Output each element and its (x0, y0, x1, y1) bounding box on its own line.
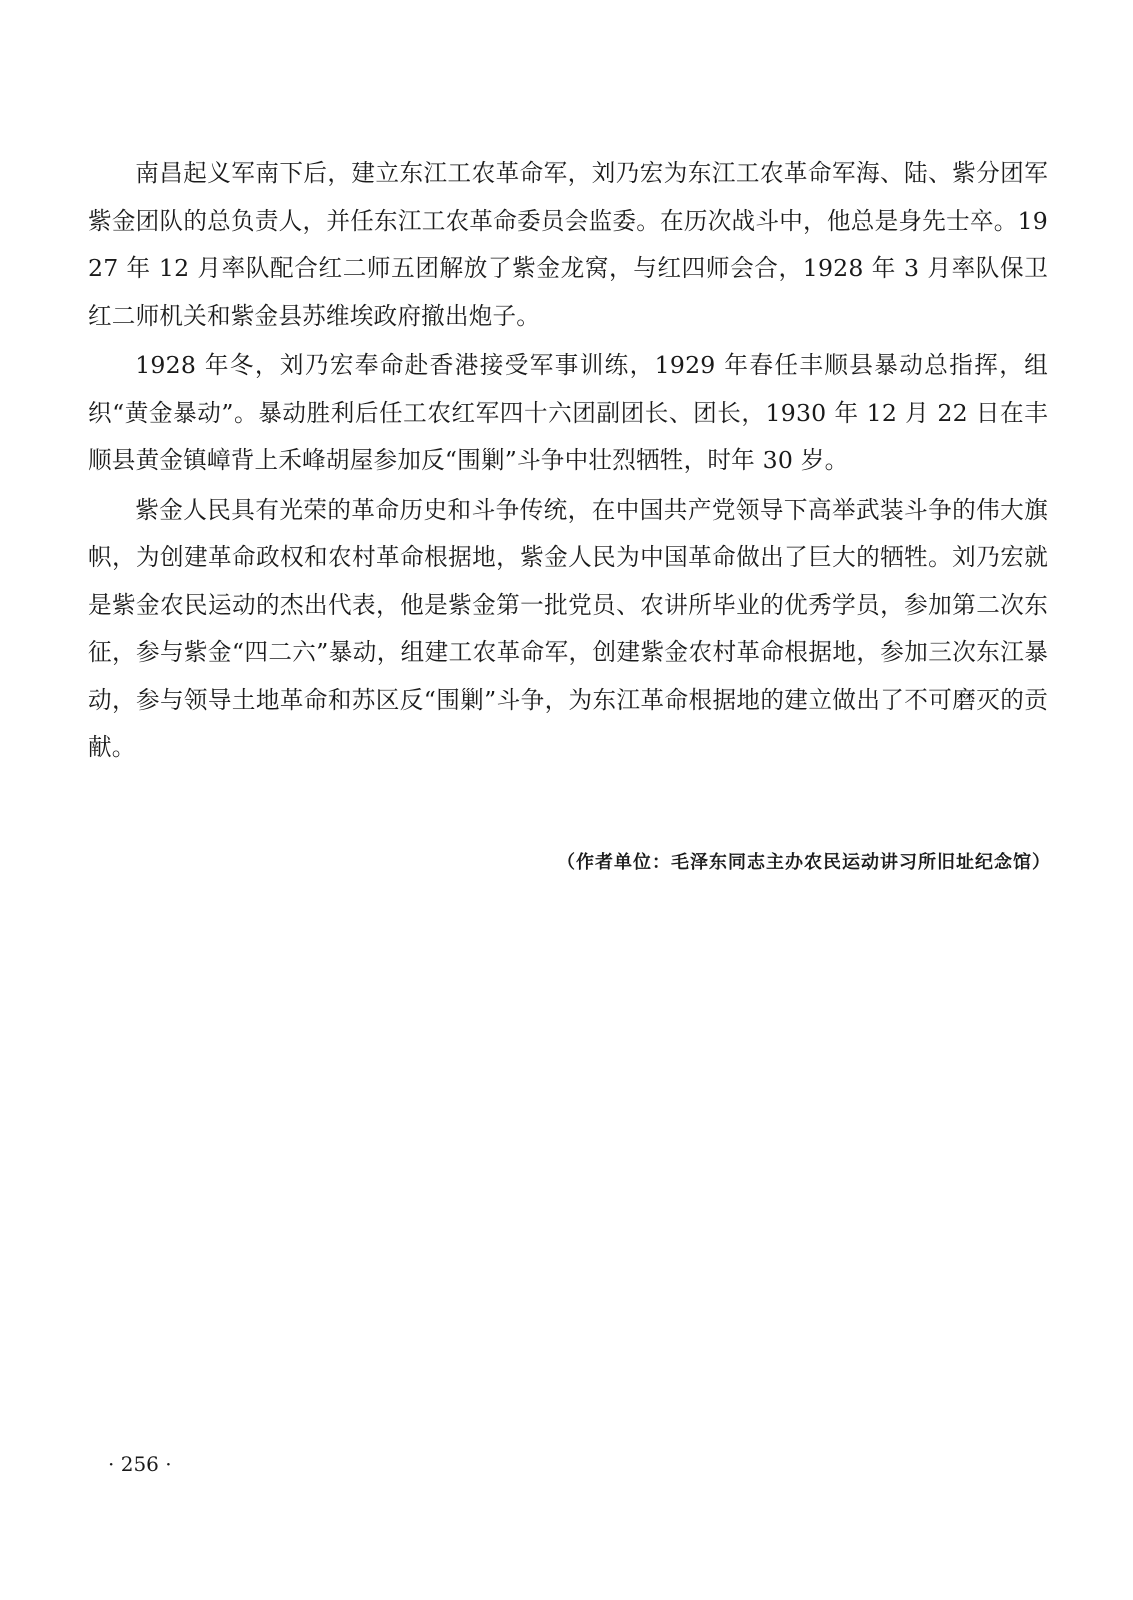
page-number: · 256 · (108, 1452, 172, 1476)
body-text (88, 150, 1048, 774)
paragraph-1: 南昌起义军南下后，建立东江工农革命军，刘乃宏为东江工农革命军海、陆、紫分团军紫金团队的总负责人，并任东江工农革命委员会监委。在历次战斗中，他总是身先士卒。1927 年 12 月率队配合红二师五团解放了紫金龙窝，与红四师会合，1928 年 3 月率队保卫红二师机关和紫金县苏维埃政府撤出炮子。 (88, 159, 1048, 330)
author-affiliation: （作者单位：毛泽东同志主办农民运动讲习所旧址纪念馆） (557, 852, 1051, 873)
paragraph-2: 1928 年冬，刘乃宏奉命赴香港接受军事训练，1929 年春任丰顺县暴动总指挥，组织“黄金暴动”。暴动胜利后任工农红军四十六团副团长、团长，1930 年 12 月 22 日在丰顺县黄金镇嶂背上禾峰胡屋参加反“围剿”斗争中壮烈牺牲，时年 30 岁。 (88, 351, 1048, 474)
paragraph-3: 紫金人民具有光荣的革命历史和斗争传统，在中国共产党领导下高举武装斗争的伟大旗帜，为创建革命政权和农村革命根据地，紫金人民为中国革命做出了巨大的牺牲。刘乃宏就是紫金农民运动的杰出代表，他是紫金第一批党员、农讲所毕业的优秀学员，参加第二次东征，参与紫金“四二六”暴动，组建工农革命军，创建紫金农村革命根据地，参加三次东江暴动，参与领导土地革命和苏区反“围剿”斗争，为东江革命根据地的建立做出了不可磨灭的贡献。 (88, 495, 1048, 761)
